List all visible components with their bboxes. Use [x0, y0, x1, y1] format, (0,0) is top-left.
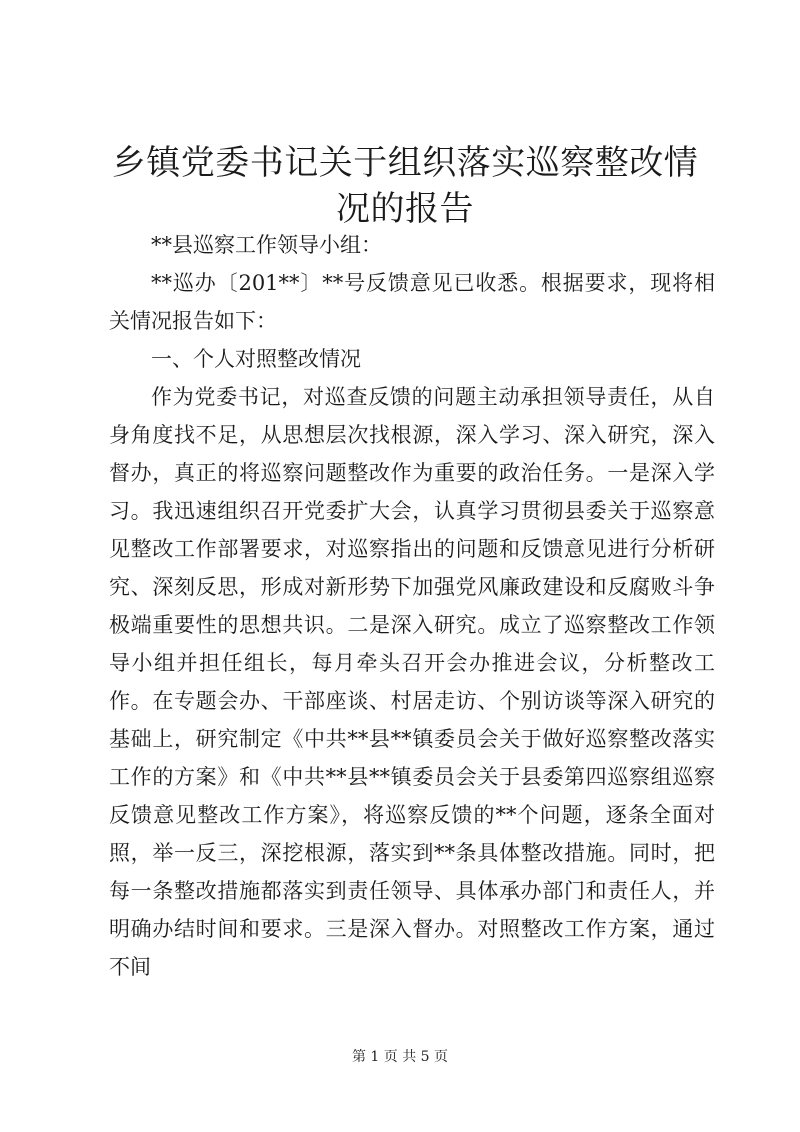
body-paragraph: 作为党委书记，对巡查反馈的问题主动承担领导责任，从自身角度找不足，从思想层次找根源，深入学习、深入研究，深入督办，真正的将巡察问题整改作为重要的政治任务。一是深入学习。我迅速组织召开党委扩大会，认真学习贯彻县委关于巡察意见整改工作部署要求，对巡察指出的问题和反馈意见进行分析研究、深刻反思，形成对新形势下加强党风廉政建设和反腐败斗争极端重要性的思想共识。二是深入研究。成立了巡察整改工作领导小组并担任组长，每月牵头召开会办推进会议，分析整改工作。在专题会办、干部座谈、村居走访、个别访谈等深入研究的基础上，研究制定《中共**县**镇委员会关于做好巡察整改落实工作的方案》和《中共**县**镇委员会关于县委第四巡察组巡察反馈意见整改工作方案》，将巡察反馈的**个问题，逐条全面对照，举一反三，深挖根源，落实到**条具体整改措施。同时，把每一条整改措施都落实到责任领导、具体承办部门和责任人，并明确办结时间和要求。三是深入督办。对照整改工作方案，通过不间: [109, 385, 715, 979]
page-footer: 第 1 页 共 5 页: [351, 1049, 449, 1065]
document-title: 乡镇党委书记关于组织落实巡察整改情况的报告: [111, 143, 699, 229]
document-body: [109, 226, 715, 986]
section-heading: 一、个人对照整改情况: [151, 347, 361, 371]
salutation: **县巡察工作领导小组：: [151, 233, 382, 257]
intro-paragraph: **巡办〔201**〕**号反馈意见已收悉。根据要求，现将相关情况报告如下：: [109, 271, 715, 333]
